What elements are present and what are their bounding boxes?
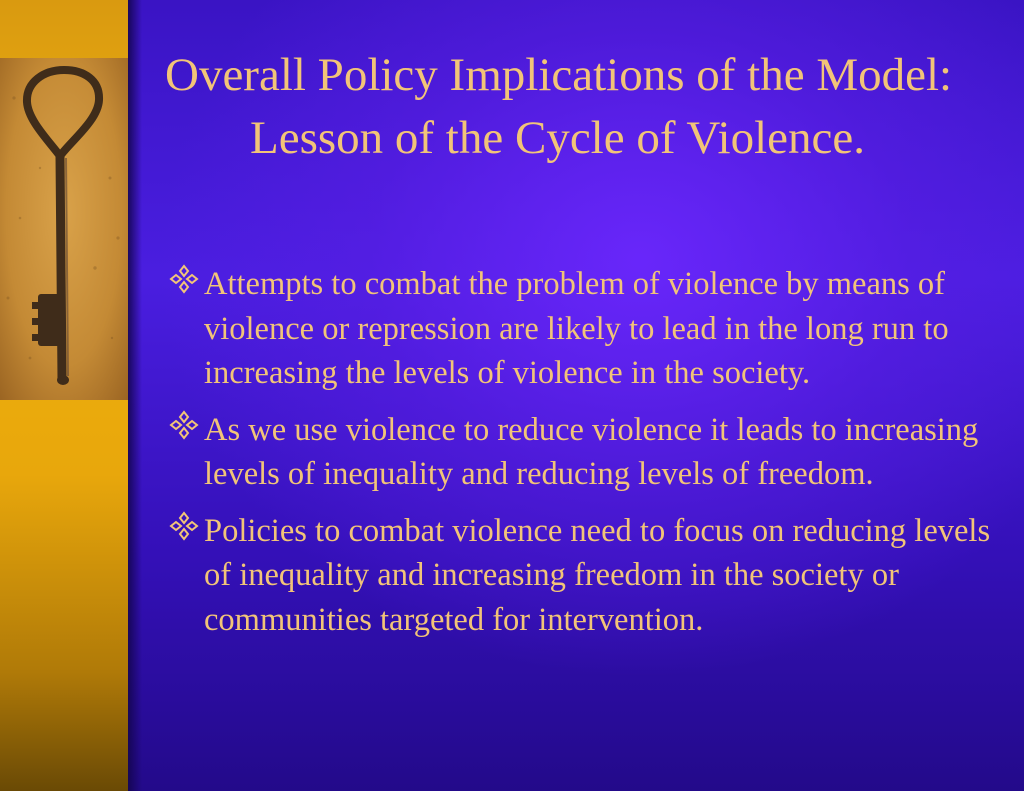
bullet-text: As we use violence to reduce violence it leads to increasing levels of inequality and reducing levels of freedom.	[204, 411, 979, 492]
bullet-item	[168, 408, 1016, 497]
four-diamond-bullet-icon	[168, 409, 200, 441]
bullet-text: Policies to combat violence need to focus on reducing levels of inequality and increasing freedom in the society or communities targeted for intervention.	[204, 512, 991, 638]
four-diamond-bullet-icon	[168, 263, 200, 295]
four-diamond-bullet-icon	[168, 510, 200, 542]
bullet-item	[168, 262, 1016, 396]
band-shadow	[128, 0, 142, 791]
bullet-item	[168, 509, 1016, 643]
bullet-list	[168, 262, 1016, 654]
bullet-text: Attempts to combat the problem of violence by means of violence or repression are likely to lead in the long run to increasing the levels of violence in the society.	[204, 266, 949, 391]
antique-key-image	[0, 58, 128, 400]
slide-title: Overall Policy Implications of the Model: Lesson of the Cycle of Violence.	[165, 49, 953, 164]
